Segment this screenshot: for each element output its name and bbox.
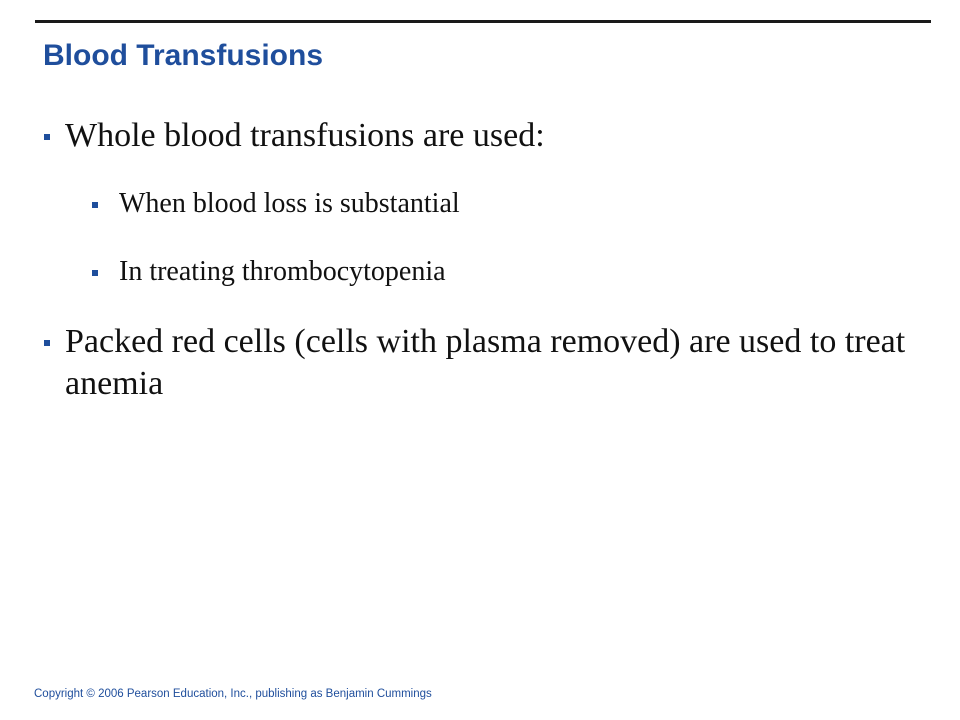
bullet-text: In treating thrombocytopenia	[119, 256, 446, 287]
copyright-notice: Copyright © 2006 Pearson Education, Inc., publishing as Benjamin Cummings	[34, 688, 432, 700]
bullet-text: Packed red cells (cells with plasma removed) are used to treat anemia	[65, 323, 906, 402]
square-bullet-icon	[92, 270, 98, 276]
slide-title: Blood Transfusions	[43, 39, 324, 72]
bullet-text: Whole blood transfusions are used:	[65, 117, 545, 154]
square-bullet-icon	[44, 134, 50, 140]
square-bullet-icon	[44, 340, 50, 346]
bullet-item-level-1	[65, 115, 915, 157]
bullet-item-level-1	[65, 321, 915, 405]
square-bullet-icon	[92, 202, 98, 208]
bullet-item-level-2	[119, 255, 446, 289]
bullet-text: When blood loss is substantial	[119, 188, 460, 219]
bullet-item-level-2	[119, 187, 460, 221]
top-divider-line	[35, 20, 931, 23]
